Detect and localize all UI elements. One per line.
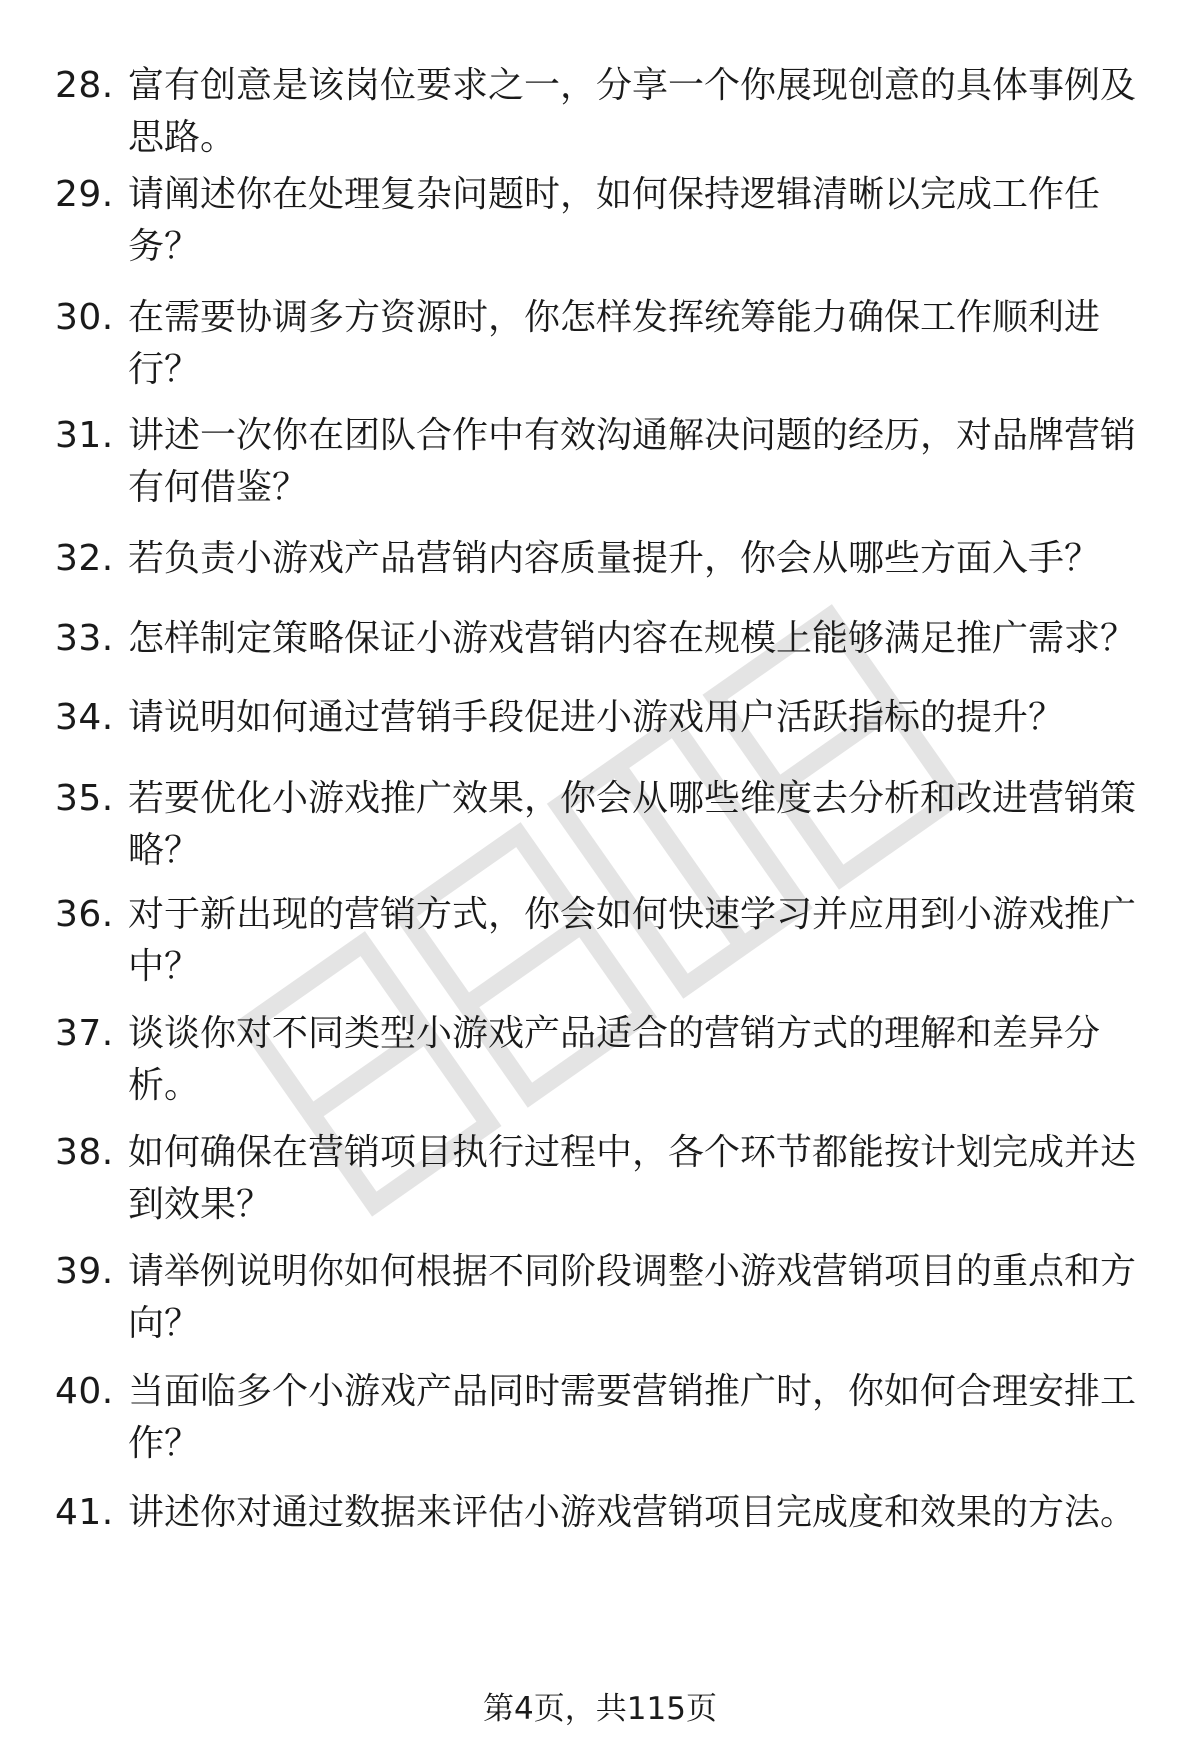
question-text: 如何确保在营销项目执行过程中，各个环节都能按计划完成并达到效果？ [128, 1132, 1137, 1225]
question-text: 讲述一次你在团队合作中有效沟通解决问题的经历，对品牌营销有何借鉴？ [128, 415, 1137, 508]
question-number: 41. [55, 1492, 114, 1533]
question-text: 对于新出现的营销方式，你会如何快速学习并应用到小游戏推广中？ [128, 894, 1137, 987]
question-number: 34. [55, 697, 114, 738]
question-text: 在需要协调多方资源时，你怎样发挥统筹能力确保工作顺利进行？ [128, 297, 1101, 390]
question-number: 35. [55, 778, 114, 819]
question-text: 请阐述你在处理复杂问题时，如何保持逻辑清晰以完成工作任务？ [128, 174, 1101, 267]
question-number: 32. [55, 538, 114, 579]
question-text: 当面临多个小游戏产品同时需要营销推广时，你如何合理安排工作？ [128, 1371, 1137, 1464]
question-number: 28. [55, 65, 114, 106]
question-number: 29. [55, 174, 114, 215]
question-text: 若负责小游戏产品营销内容质量提升，你会从哪些方面入手？ [128, 538, 1101, 579]
question-number: 37. [55, 1013, 114, 1054]
question-text: 怎样制定策略保证小游戏营销内容在规模上能够满足推广需求？ [128, 618, 1137, 659]
question-number: 33. [55, 618, 114, 659]
question-text: 若要优化小游戏推广效果，你会从哪些维度去分析和改进营销策略？ [128, 778, 1137, 871]
question-text: 请说明如何通过营销手段促进小游戏用户活跃指标的提升？ [128, 697, 1065, 738]
question-number: 39. [55, 1251, 114, 1292]
question-number: 31. [55, 415, 114, 456]
question-text: 请举例说明你如何根据不同阶段调整小游戏营销项目的重点和方向？ [128, 1251, 1137, 1344]
question-text: 讲述你对通过数据来评估小游戏营销项目完成度和效果的方法。 [128, 1492, 1137, 1533]
question-number: 38. [55, 1132, 114, 1173]
question-text: 富有创意是该岗位要求之一，分享一个你展现创意的具体事例及思路。 [128, 65, 1137, 158]
question-text: 谈谈你对不同类型小游戏产品适合的营销方式的理解和差异分析。 [128, 1013, 1101, 1106]
question-number: 30. [55, 297, 114, 338]
question-number: 40. [55, 1371, 114, 1412]
question-number: 36. [55, 894, 114, 935]
page-number-footer: 第4页，共115页 [483, 1691, 717, 1727]
